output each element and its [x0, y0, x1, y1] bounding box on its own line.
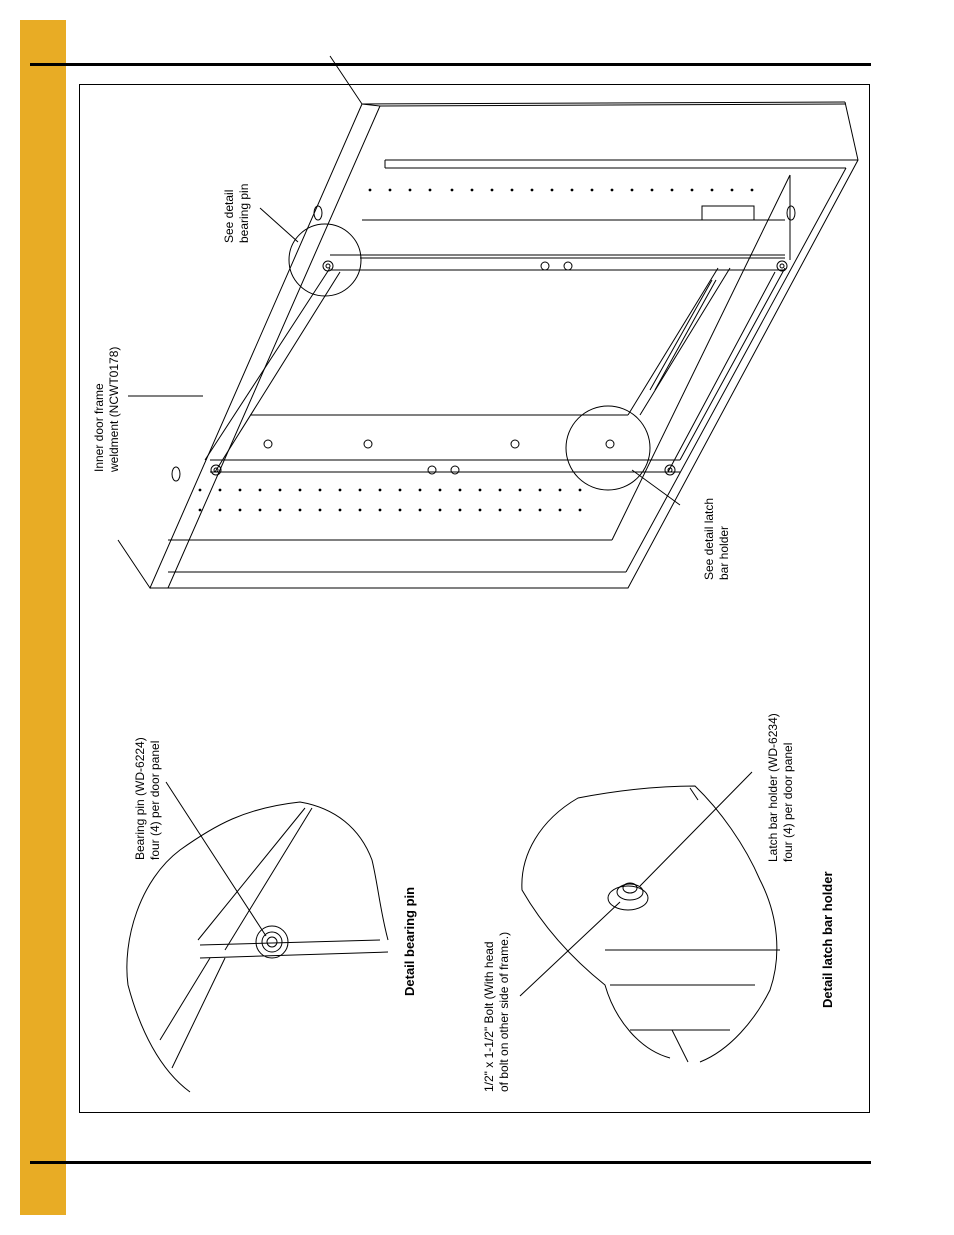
bearing-pin-label: Bearing pin (WD-6224) four (4) per door panel [133, 737, 162, 860]
perforation-holes [199, 189, 754, 512]
detail-bearing-pin-title: Detail bearing pin [402, 886, 417, 996]
detail-latch-bar-holder-drawing [520, 772, 780, 1062]
see-bearing-pin-label: See detail bearing pin [222, 183, 251, 243]
detail-bearing-pin-drawing [127, 782, 388, 1092]
bolt-label: 1/2" x 1-1/2" Bolt (With head of bolt on other side of frame.) [482, 931, 511, 1092]
inner-frame-label: Inner door frame weldment (NCWT0178) [92, 346, 121, 472]
door-frame-drawing [118, 56, 858, 588]
latch-holder-label: Latch bar holder (WD-6234) four (4) per door panel [766, 713, 795, 862]
detail-latch-title: Detail latch bar holder [820, 871, 835, 1008]
see-latch-label: See detail latch bar holder [702, 497, 731, 580]
